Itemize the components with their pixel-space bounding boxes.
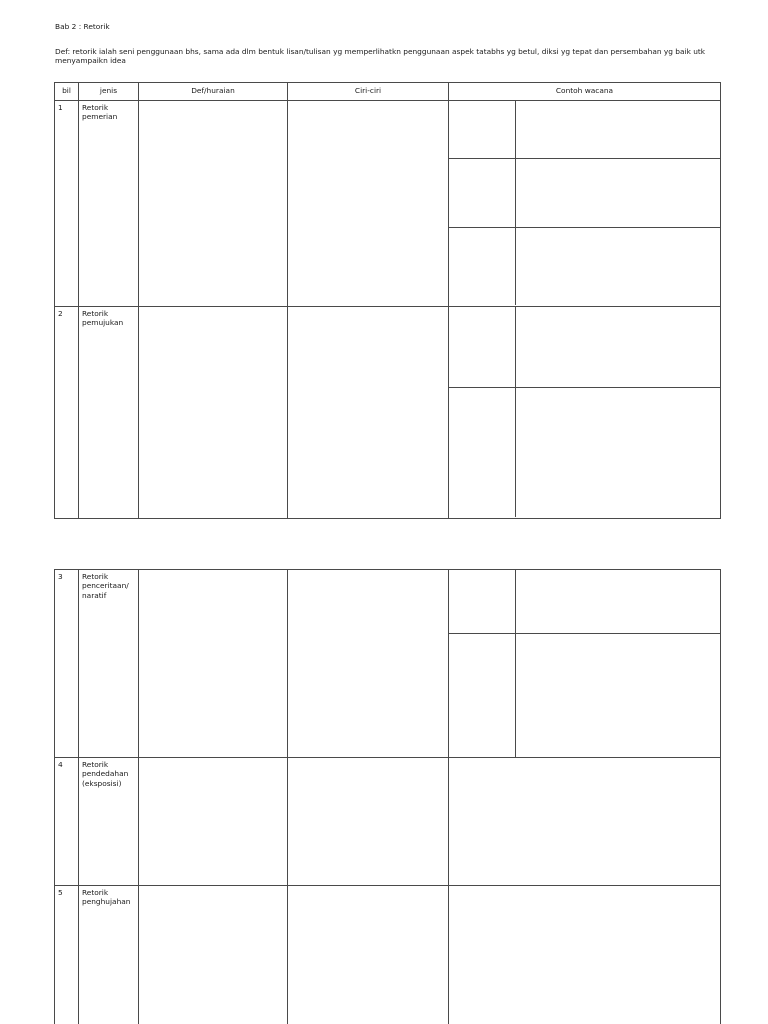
example-text	[515, 307, 720, 387]
definition-paragraph: Def: retorik ialah seni penggunaan bhs, sama ada dlm bentuk lisan/tulisan yg memperlihatkn penggunaan aspek tatabhs yg betul, diksi yg tepat dan persembahan yg baik utk menyampaikn idea	[55, 47, 706, 66]
example-text	[515, 387, 720, 517]
header-def: Def/huraian	[139, 83, 288, 101]
example-text	[515, 101, 720, 158]
row-number: 5	[55, 886, 79, 1024]
example-label	[449, 387, 515, 517]
example-subtable	[449, 570, 720, 757]
example-text	[515, 570, 720, 633]
row-ciri	[288, 758, 449, 886]
row-jenis: Retorik penceritaan/ naratif	[79, 570, 139, 758]
row-number: 2	[55, 307, 79, 519]
example-label	[449, 227, 515, 305]
header-contoh: Contoh wacana	[449, 83, 721, 101]
row-ciri	[288, 570, 449, 758]
example-text	[515, 158, 720, 227]
row-definition	[139, 758, 288, 886]
header-ciri: Ciri-ciri	[288, 83, 449, 101]
header-bil: bil	[55, 83, 79, 101]
table-row	[55, 101, 721, 307]
row-ciri	[288, 886, 449, 1024]
example-label	[449, 101, 515, 158]
header-jenis: jenis	[79, 83, 139, 101]
table-row	[55, 307, 721, 519]
table-row	[55, 570, 721, 758]
table-header-row	[55, 83, 721, 101]
row-examples	[449, 101, 721, 307]
row-definition	[139, 886, 288, 1024]
chapter-title: Bab 2 : Retorik	[55, 22, 110, 31]
row-examples	[449, 570, 721, 758]
row-definition	[139, 307, 288, 519]
table-row	[55, 758, 721, 886]
example-label	[449, 570, 515, 633]
row-example-text	[449, 886, 721, 1024]
row-jenis: Retorik pemujukan	[79, 307, 139, 519]
row-jenis: Retorik pemerian	[79, 101, 139, 307]
row-ciri	[288, 307, 449, 519]
example-label	[449, 158, 515, 227]
example-label	[449, 307, 515, 387]
row-definition	[139, 570, 288, 758]
row-jenis: Retorik penghujahan	[79, 886, 139, 1024]
retorik-table-page-1	[54, 82, 721, 519]
row-number: 1	[55, 101, 79, 307]
table-row	[55, 886, 721, 1024]
row-number: 3	[55, 570, 79, 758]
retorik-table-page-2	[54, 569, 721, 1024]
row-number: 4	[55, 758, 79, 886]
row-jenis: Retorik pendedahan (eksposisi)	[79, 758, 139, 886]
row-ciri	[288, 101, 449, 307]
example-subtable	[449, 307, 720, 517]
example-text	[515, 633, 720, 757]
row-examples	[449, 307, 721, 519]
example-label	[449, 633, 515, 757]
row-example-text	[449, 758, 721, 886]
row-definition	[139, 101, 288, 307]
example-subtable	[449, 101, 720, 305]
example-text	[515, 227, 720, 305]
